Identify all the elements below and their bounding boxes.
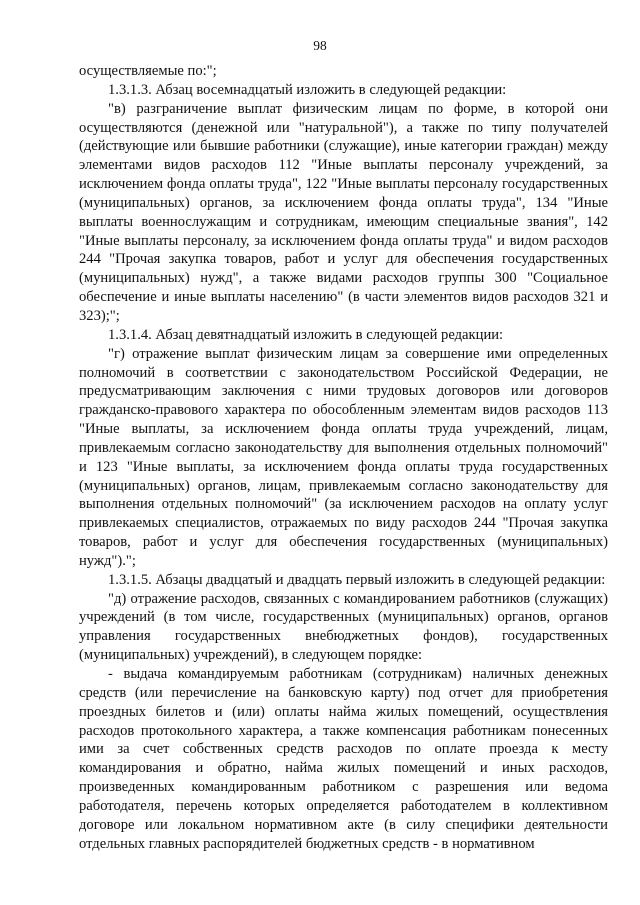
paragraph-item-1-3-1-5-heading: 1.3.1.5. Абзацы двадцатый и двадцать первый изложить в следующей редакции: <box>108 571 606 588</box>
paragraph-dash-item: - выдача командируемым работникам (сотрудникам) наличных денежных средств (или перечисление на банковскую карту) под отчет для приобретения проездных билетов и (или) оплаты найма жилых помещений, осуществления расходов протокольного характера, а также компенсация работникам понесенных ими за счет собственных средств расходов по оплате проезда к месту командирования и обратно, найма жилых помещений и иных расходов, произведенных командированным работником с разрешения или ведома работодателя, перечень которых определяется работодателем в коллективном договоре или локальном нормативном акте (в силу специфики деятельности отдельных главных распорядителей бюджетных средств - в нормативном <box>79 666 608 852</box>
page-number: 98 <box>313 38 327 53</box>
paragraph-item-1-3-1-4-heading: 1.3.1.4. Абзац девятнадцатый изложить в следующей редакции: <box>108 326 504 343</box>
paragraph-continuation: осуществляемые по:"; <box>79 63 217 79</box>
paragraph-item-v: "в) разграничение выплат физическим лицам по форме, в которой они осуществляются (денежной или "натуральной"), а также по типу получателей (действующие или бывшие работники (служащие), иные категории граждан) между элементами видов расходов 112 "Иные выплаты персоналу учреждений, за исключением фонда оплаты труда", 122 "Иные выплаты персоналу государственных (муниципальных) органов, за исключением фонда оплаты труда", 134 "Иные выплаты военнослужащим и сотрудникам, имеющим специальные звания", 142 "Иные выплаты персоналу, за исключением фонда оплаты труда" и видом расходов 244 "Прочая закупка товаров, работ и услуг для обеспечения государственных (муниципальных) нужд", а также видами расходов группы 300 "Социальное обеспечение и иные выплаты населению" (в части элементов видов расходов 321 и 323);"; <box>79 100 608 324</box>
paragraph-item-d: "д) отражение расходов, связанных с командированием работников (служащих) учреждений (в том числе, государственных (муниципальных) органов, органов управления государственных внебюджетных фондов), государственных (муниципальных) учреждений), в следующем порядке: <box>79 590 608 664</box>
paragraph-item-g: "г) отражение выплат физическим лицам за совершение ими определенных полномочий в соответствии с законодательством Российской Федерации, не предусматривающим заключения с ними трудовых договоров или договоров гражданско-правового характера по обособленным элементам видов расходов 113 "Иные выплаты, за исключением фонда оплаты труда учреждений, лицам, привлекаемым согласно законодательству для выполнения отдельных полномочий" и 123 "Иные выплаты, за исключением фонда оплаты труда государственных (муниципальных) органов, лицам, привлекаемым согласно законодательству для выполнения отдельных полномочий" (за исключением расходов на оплату услуг привлекаемых специалистов, отражаемых по виду расходов 244 "Прочая закупка товаров, работ и услуг для обеспечения государственных (муниципальных) нужд")."; <box>79 345 608 569</box>
document-body <box>79 62 608 853</box>
paragraph-item-1-3-1-3-heading: 1.3.1.3. Абзац восемнадцатый изложить в следующей редакции: <box>108 81 507 98</box>
